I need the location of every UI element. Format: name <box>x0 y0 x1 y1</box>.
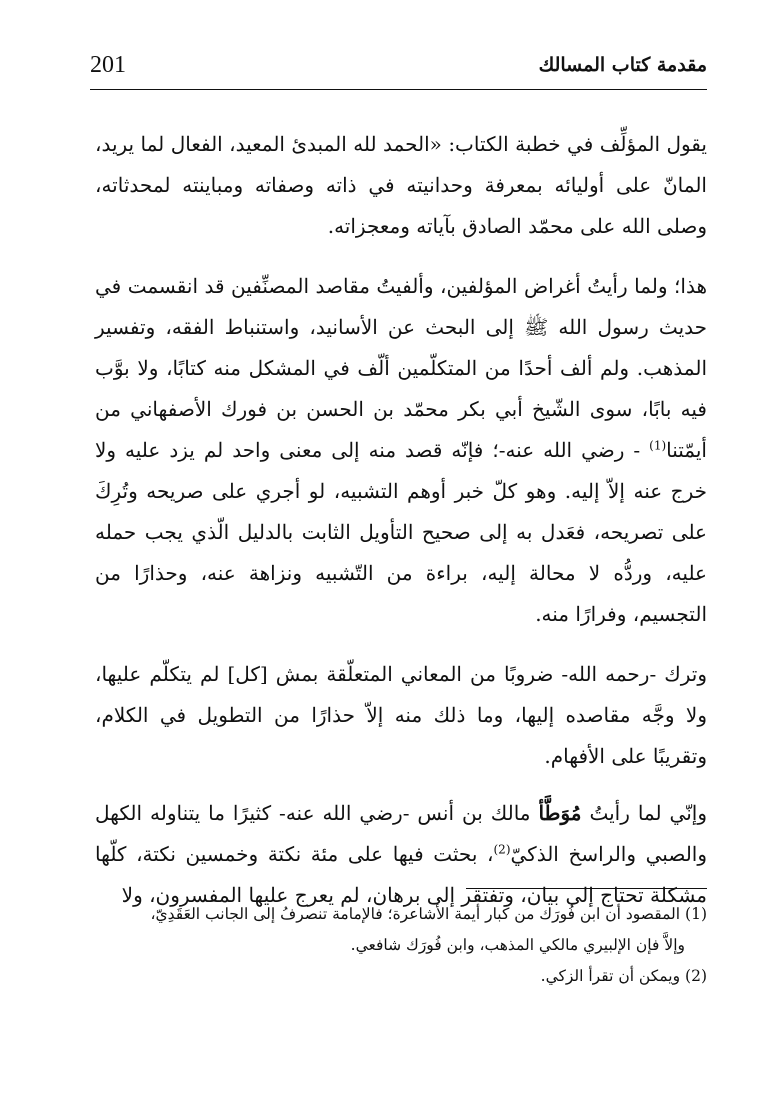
book-title-muwatta: مُوَطَّأ <box>538 801 582 825</box>
header-rule <box>90 89 707 90</box>
footnotes <box>95 899 707 992</box>
paragraph-text-part: ، بحثت فيها على مئة نكتة وخمسين نكتة، كلّها مشكلة تحتاج إلى بيان، وتفتقر إلى برهان، لم يعرج عليها المفسرون، ولا <box>95 842 707 907</box>
paragraph-left-topics <box>95 654 707 777</box>
paragraph-muwatta <box>95 793 707 916</box>
footnote-number: (1) <box>685 905 707 923</box>
footnote-ref-2[interactable]: (2) <box>493 842 511 857</box>
paragraph-text: يقول المؤلِّف في خطبة الكتاب: «الحمد لله المبدئ المعيد، الفعال لما يريد، المانّ على أوليائه بمعرفة وحدانيته في ذاته وصفاته ومباينته لمحدثاته، وصلى الله على محمّد الصادق بآياته ومعجزاته. <box>95 132 707 238</box>
page-number: 201 <box>90 52 126 78</box>
footnote-1-continuation <box>95 930 707 961</box>
footnote-ref-1[interactable]: (1) <box>649 438 667 453</box>
paragraph-text-part: - رضي الله عنه-؛ فإنّه قصد منه إلى معنى واحد لم يزد عليه ولا خرج عنه إلاّ إليه. وهو كلّ خبر أوهم التشبيه، لو أجري على صريحه وتُرِكَ على تصريحه، فعَدل به إلى صحيح التأويل الثابت بالدليل الّذي يجب حمله عليه، وردُّه لا محالة إليه، براءة من التّشبيه ونزاهة عنه، وحذارًا من التجسيم، وفرارًا منه. <box>95 438 707 626</box>
footnote-text: وإلاَّ فإن الإلبيري مالكي المذهب، وابن فُورَك شافعي. <box>350 936 685 954</box>
paragraph-text: وترك -رحمه الله- ضروبًا من المعاني المتعلّقة بمش [كل] لم يتكلّم عليها، ولا وجَّه مقاصده إليها، وما ذلك منه إلاّ حذارًا من التطويل في الكلام، وتقريبًا على الأفهام. <box>95 662 707 768</box>
paragraph-text-part: مالك بن أنس -رضي الله عنه- كثيرًا ما يتناوله الكهل والصبي والراسخ الذكيّ <box>95 801 707 866</box>
footnote-rule <box>466 888 707 889</box>
paragraph-text-part: وإنّي لما رأيتُ <box>589 801 707 825</box>
footnote-text: المقصود أن ابن فُورَك من كبار أيمة الأشاعرة؛ فالإمامة تنصرفُ إلى الجانب العَقَدِيّ، <box>150 905 681 923</box>
paragraph-authors <box>95 266 707 635</box>
footnote-2 <box>95 961 707 992</box>
page-header <box>90 50 707 86</box>
main-text <box>95 124 707 916</box>
paragraph-text-part: هذا؛ ولما رأيتُ أغراض المؤلفين، وألفيتُ مقاصد المصنِّفين قد انقسمت في حديث رسول الله ﷺ إلى البحث عن الأسانيد، واستنباط الفقه، وتفسير المذهب. ولم ألف أحدًا من المتكلّمين ألّف في المشكل منه كتابًا، ولا بوَّب فيه بابًا، سوى الشّيخ أبي بكر محمّد بن الحسن بن فورك الأصفهاني من أيمّتنا <box>95 274 708 462</box>
footnote-1 <box>95 899 707 930</box>
footnote-number: (2) <box>685 967 707 985</box>
paragraph-preface <box>95 124 707 247</box>
running-title: مقدمة كتاب المسالك <box>538 54 707 76</box>
footnote-text: ويمكن أن تقرأ الزكي. <box>540 967 681 985</box>
